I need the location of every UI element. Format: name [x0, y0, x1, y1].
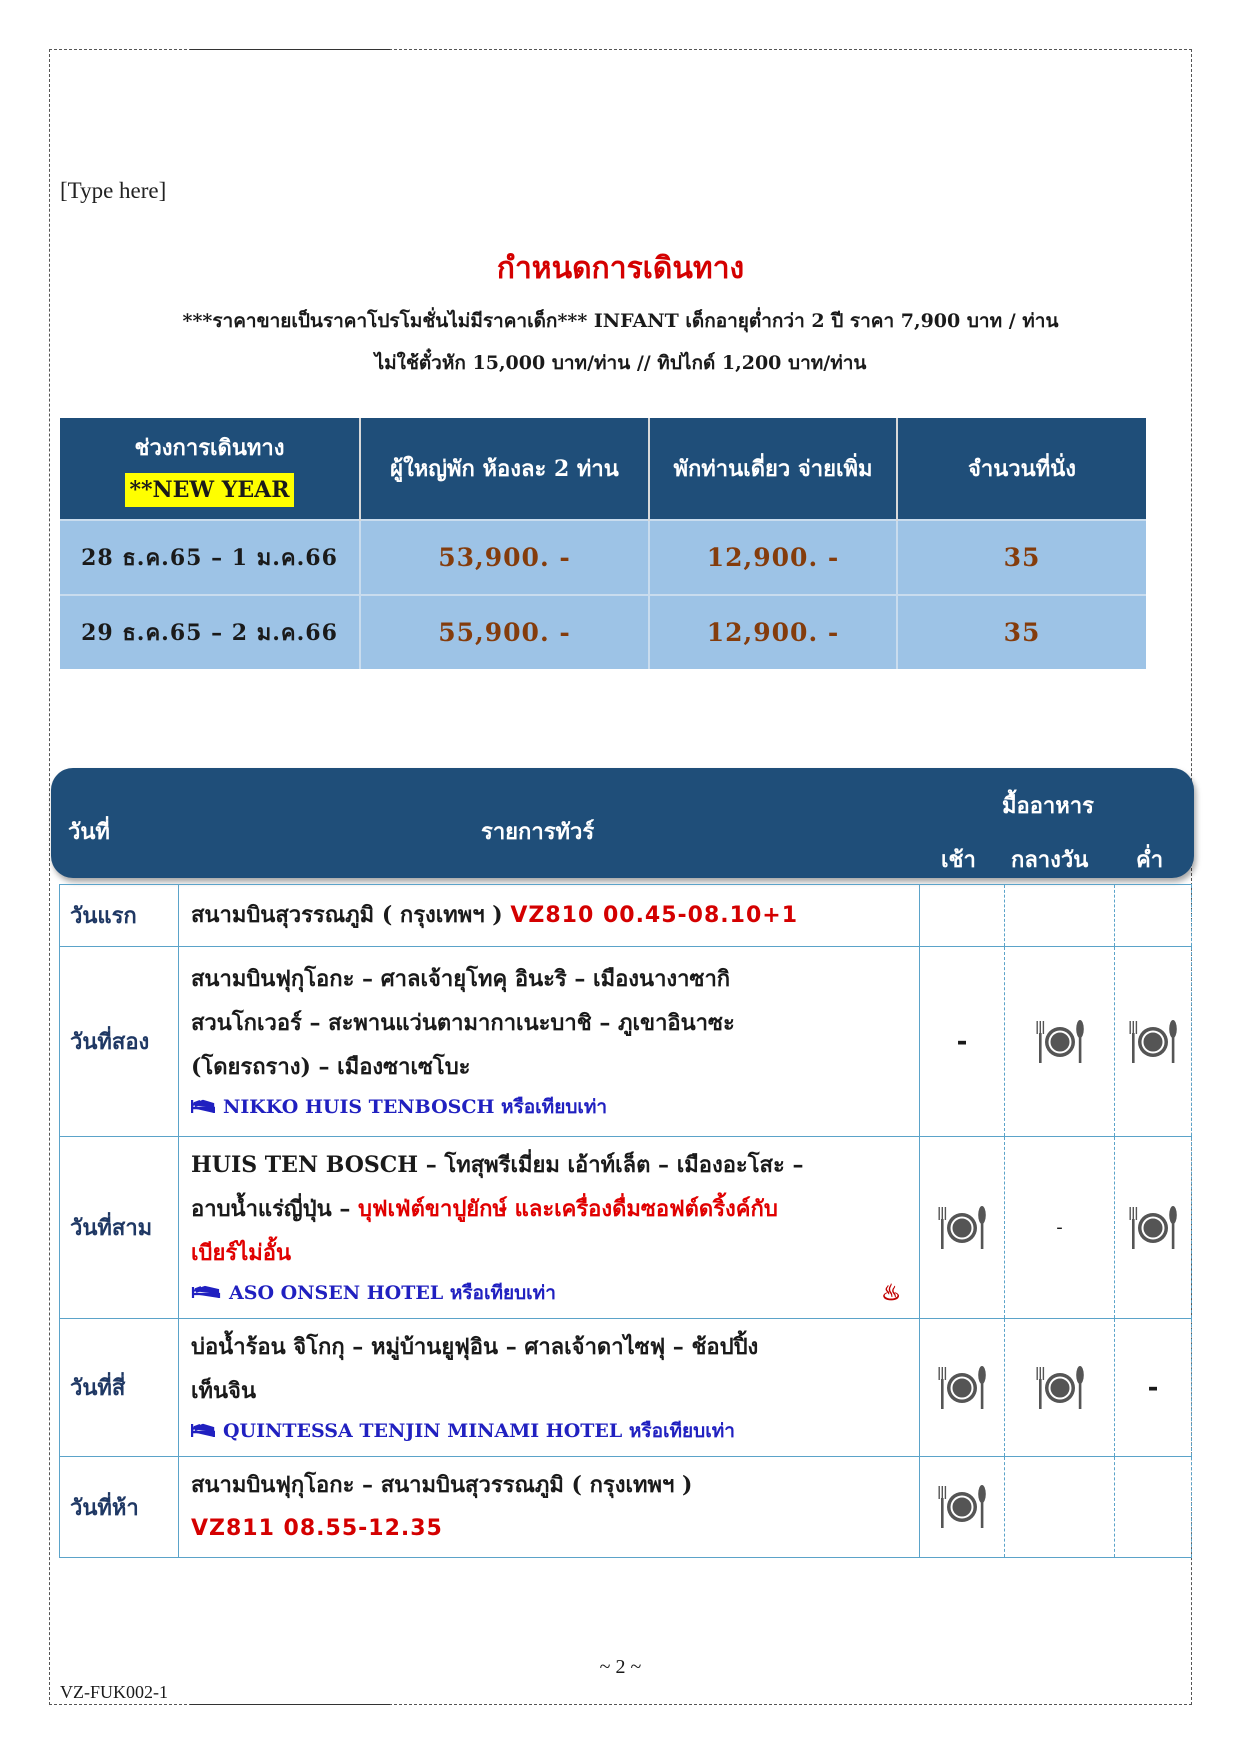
hotel-name: QUINTESSA TENJIN MINAMI HOTEL หรือเทียบเท่า [223, 1420, 735, 1442]
header-placeholder: [Type here] [60, 178, 167, 203]
bed-icon [191, 1276, 221, 1312]
price-header-row [60, 418, 1146, 520]
day-label: วันที่สอง [60, 947, 179, 1137]
price-header-adult: ผู้ใหญ่พัก ห้องละ 2 ท่าน [360, 418, 649, 520]
price-header-single: พักท่านเดี่ยว จ่ายเพิ่ม [649, 418, 897, 520]
no-meal: - [1056, 1217, 1063, 1238]
tour-line: บ่อน้ำร้อน จิโกกุ – หมู่บ้านยูฟุอิน – ศาลเจ้าดาไซฟุ – ช้อปปิ้ง [191, 1334, 759, 1360]
bed-icon [191, 1090, 215, 1126]
meal-icon [1128, 1013, 1178, 1071]
page-number: ~ 2 ~ [599, 1656, 642, 1678]
header-dinner: ค่ำ [1136, 847, 1164, 873]
document-code: VZ-FUK002-1 [60, 1682, 168, 1702]
tour-details [179, 1137, 920, 1319]
hotel-line [191, 1413, 919, 1450]
tour-details [179, 947, 920, 1137]
breakfast-cell [920, 1319, 1005, 1457]
header-breakfast: เช้า [941, 847, 976, 873]
single-supplement: 12,900. - [649, 520, 897, 595]
day-label: วันที่สี่ [60, 1319, 179, 1457]
bed-icon [191, 1414, 215, 1450]
travel-date: 29 ธ.ค.65 – 2 ม.ค.66 [60, 595, 360, 669]
hotel-line [191, 1275, 919, 1312]
hotel-name: NIKKO HUIS TENBOSCH หรือเทียบเท่า [223, 1096, 608, 1118]
hot-spring-icon: ♨ [881, 1280, 901, 1306]
page-title: กำหนดการเดินทาง [496, 251, 745, 286]
tour-text: อาบน้ำแร่ญี่ปุ่น – [191, 1196, 358, 1222]
meal-icon [1035, 1359, 1085, 1417]
itinerary-row [60, 1137, 1192, 1319]
itinerary-row [60, 885, 1192, 947]
itinerary-header [51, 768, 1194, 878]
price-note-2: ไม่ใช้ตั๋วหัก 15,000 บาท/ท่าน // ทิปไกด์ 1,200 บาท/ท่าน [374, 352, 867, 374]
dinner-cell [1115, 947, 1192, 1137]
travel-date: 28 ธ.ค.65 – 1 ม.ค.66 [60, 520, 360, 595]
tour-line: สนามบินสุวรรณภูมิ ( กรุงเทพฯ ) [191, 902, 503, 928]
footer-rule [190, 1704, 390, 1705]
no-meal: - [1147, 1372, 1159, 1403]
price-row [60, 595, 1146, 669]
tour-line: (โดยรถราง) – เมืองซาเซโบะ [191, 1054, 471, 1080]
dinner-cell [1115, 1137, 1192, 1319]
hotel-name: ASO ONSEN HOTEL หรือเทียบเท่า [229, 1282, 556, 1304]
tour-details [179, 1319, 920, 1457]
dinner-cell [1115, 1319, 1192, 1457]
seat-count: 35 [897, 595, 1146, 669]
day-label: วันที่ห้า [60, 1457, 179, 1558]
breakfast-cell [920, 885, 1005, 947]
itinerary-row [60, 1319, 1192, 1457]
breakfast-cell [920, 1137, 1005, 1319]
flight-number: VZ810 00.45-08.10+1 [510, 903, 798, 928]
single-supplement: 12,900. - [649, 595, 897, 669]
price-table [60, 418, 1146, 669]
tour-line: สนามบินฟุกุโอกะ – ศาลเจ้ายุโทคุ อินะริ – เมืองนางาซากิ [191, 966, 731, 992]
lunch-cell [1005, 947, 1115, 1137]
lunch-cell [1005, 885, 1115, 947]
tour-line: เท็นจิน [191, 1378, 256, 1404]
itinerary-row [60, 947, 1192, 1137]
header-day: วันที่ [68, 819, 110, 845]
tour-line [191, 1187, 919, 1231]
no-meal: - [956, 1026, 968, 1057]
tour-line: สวนโกเวอร์ – สะพานแว่นตามากาเนะบาชิ – ภูเขาอินาซะ [191, 1010, 735, 1036]
price-header-seats: จำนวนที่นั่ง [897, 418, 1146, 520]
tour-line: สนามบินฟุกุโอกะ – สนามบินสุวรรณภูมิ ( กรุงเทพฯ ) [191, 1472, 693, 1498]
lunch-cell [1005, 1319, 1115, 1457]
flight-number: VZ811 08.55-12.35 [191, 1516, 443, 1541]
breakfast-cell [920, 947, 1005, 1137]
price-row [60, 520, 1146, 595]
header-rule [190, 49, 390, 50]
period-label: ช่วงการเดินทาง [134, 435, 285, 461]
meal-icon [1128, 1199, 1178, 1257]
lunch-cell [1005, 1457, 1115, 1558]
tour-line: HUIS TEN BOSCH – โทสุพรีเมี่ยม เอ้าท์เล็ต – เมืองอะโสะ – [191, 1152, 804, 1178]
adult-price: 55,900. - [360, 595, 649, 669]
header-meals: มื้ออาหาร [1002, 793, 1094, 819]
itinerary-table [59, 884, 1192, 1558]
breakfast-cell [920, 1457, 1005, 1558]
adult-price: 53,900. - [360, 520, 649, 595]
tour-highlight: เบียร์ไม่อั้น [191, 1240, 292, 1266]
price-note-1: ***ราคาขายเป็นราคาโปรโมชั่นไม่มีราคาเด็ก*** INFANT เด็กอายุต่ำกว่า 2 ปี ราคา 7,900 บาท / ท่าน [182, 310, 1059, 332]
meal-icon [937, 1478, 987, 1536]
tour-details [179, 1457, 920, 1558]
dinner-cell [1115, 1457, 1192, 1558]
hotel-line [191, 1089, 919, 1126]
day-label: วันที่สาม [60, 1137, 179, 1319]
header-tour: รายการทัวร์ [481, 819, 595, 845]
new-year-tag: **NEW YEAR [125, 473, 293, 507]
price-header-period [60, 418, 360, 520]
meal-icon [937, 1199, 987, 1257]
meal-icon [1035, 1013, 1085, 1071]
seat-count: 35 [897, 520, 1146, 595]
tour-highlight: บุฟเฟ่ต์ขาปูยักษ์ และเครื่องดื่มซอฟต์ดริ้งค์กับ [358, 1196, 778, 1222]
tour-details [179, 885, 920, 947]
dinner-cell [1115, 885, 1192, 947]
lunch-cell [1005, 1137, 1115, 1319]
header-lunch: กลางวัน [1011, 847, 1089, 873]
itinerary-row [60, 1457, 1192, 1558]
meal-icon [937, 1359, 987, 1417]
day-label: วันแรก [60, 885, 179, 947]
